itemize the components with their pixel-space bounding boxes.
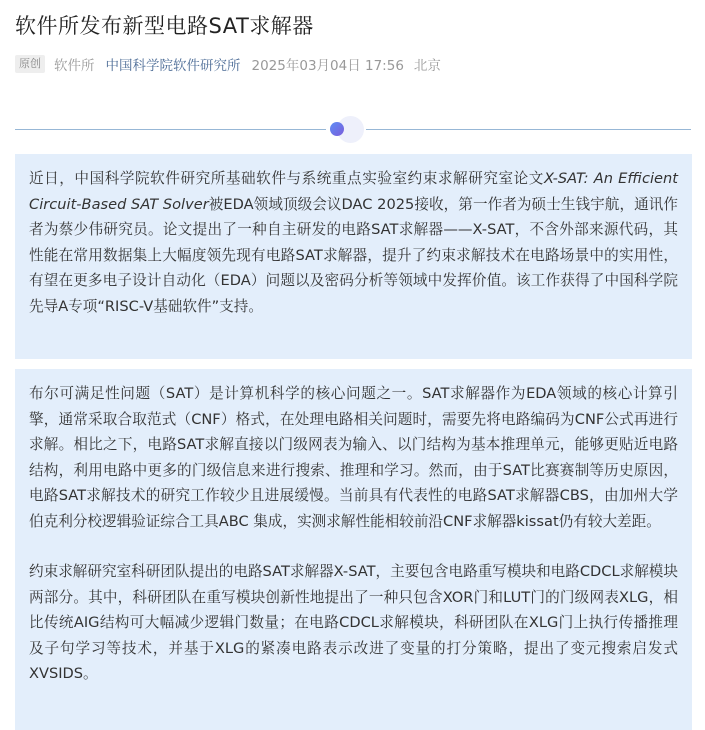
intro-paragraph	[29, 166, 678, 319]
publish-date: 2025年03月04日 17:56	[251, 58, 404, 74]
source-name: 软件所	[54, 58, 95, 74]
body-paragraph-2: 约束求解研究室科研团队提出的电路SAT求解器X-SAT，主要包含电路重写模块和电路CDCL求解模块两部分。其中，科研团队在重写模块创新性地提出了一种只包含XOR门和LUT门的门级网表XLG，相比传统AIG结构可大幅减少逻辑门数量；在电路CDCL求解模块，科研团队在XLG门上执行传播推理及子句学习等技术，并基于XLG的紧凑电路表示改进了变量的打分策略，提出了变元搜索启发式XVSIDS。	[29, 563, 678, 682]
article-title: 软件所发布新型电路SAT求解器	[15, 14, 314, 38]
article-meta	[15, 54, 441, 74]
organization-link[interactable]: 中国科学院软件研究所	[105, 58, 241, 74]
intro-text-part2: 被EDA领域顶级会议DAC 2025接收，第一作者为硕士生钱宇航，通讯作者为蔡少伟研究员。论文提出了一种自主研发的电路SAT求解器——X-SAT，不含外部来源代码，其性能在常用数据集上大幅度领先现有电路SAT求解器，提升了约束求解技术在电路场景中的实用性，有望在更多电子设计自动化（EDA）问题以及密码分析等领域中发挥价值。该工作获得了中国科学院先导A专项“RISC-V基础软件”支持。	[29, 195, 678, 315]
body-box	[15, 369, 692, 730]
body-paragraph-1: 布尔可满足性问题（SAT）是计算机科学的核心问题之一。SAT求解器作为EDA领域的核心计算引擎，通常采取合取范式（CNF）格式，在处理电路相关问题时，需要先将电路编码为CNF公式再进行求解。相比之下，电路SAT求解直接以门级网表为输入、以门结构为基本推理单元，能够更贴近电路结构，利用电路中更多的门级信息来进行搜索、推理和学习。然而，由于SAT比赛赛制等历史原因，电路SAT求解技术的研究工作较少且进展缓慢。当前具有代表性的电路SAT求解器CBS，由加州大学伯克利分校逻辑验证综合工具ABC 集成，实测求解性能相较前沿CNF求解器kissat仍有较大差距。	[29, 385, 678, 530]
intro-box	[15, 154, 692, 359]
divider-ornament	[326, 116, 366, 144]
paper-title: X-SAT: An Efficient Circuit-Based SAT Solver	[29, 170, 678, 213]
original-badge: 原创	[15, 55, 45, 73]
intro-text-part1: 近日，中国科学院软件研究所基础软件与系统重点实验室约束求解研究室论文	[29, 170, 544, 187]
publish-location: 北京	[413, 58, 441, 74]
ornament-gradient-circle	[330, 122, 344, 136]
